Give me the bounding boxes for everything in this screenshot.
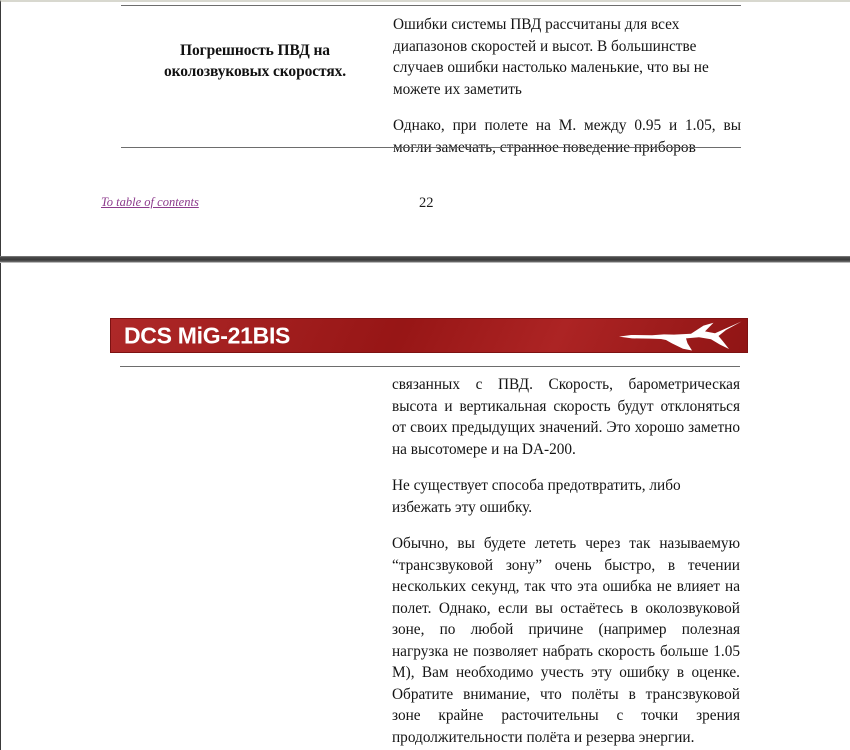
paragraph: Обычно, вы будете лететь через так называемую “трансзвуковой зону” очень быстро, в течении нескольких секунд, так что эта ошибка не влияет на полет. Однако, если вы остаётесь в околозвуковой зоне, по любой причине (например полезная нагрузка не позволяет набрать скорость больше 1.05 М), Вам необходимо учесть эту ошибку в оценке. Обратите внимание, что полёты в трансзвуковой зоне крайне расточительны с точки зрения продолжительности полёта и резерва энергии. bbox=[392, 535, 740, 746]
to-table-of-contents-link[interactable]: To table of contents bbox=[101, 195, 199, 209]
banner-bottom-rule bbox=[120, 366, 740, 367]
paragraph: Ошибки системы ПВД рассчитаны для всех диапазонов скоростей и высот. В большинстве случаев ошибки настолько маленькие, что вы не можете их заметить bbox=[393, 16, 709, 98]
document-page-22 bbox=[0, 0, 850, 258]
dcs-mig21bis-banner bbox=[110, 318, 748, 353]
section-heading bbox=[121, 40, 389, 82]
page-number: 22 bbox=[419, 195, 434, 211]
paragraph: Однако, при полете на М. между 0.95 и 1.05, вы могли замечать, странное поведение приборов bbox=[393, 117, 741, 156]
page-22-columns bbox=[121, 14, 741, 158]
section-heading-line-1: Погрешность ПВД на bbox=[180, 42, 330, 59]
page-separator bbox=[0, 256, 850, 263]
page-22-content-block bbox=[121, 5, 741, 6]
page-22-body-text bbox=[393, 14, 741, 158]
page-22-footer-rule-wrap bbox=[121, 147, 741, 148]
page-22-footer bbox=[101, 195, 741, 215]
section-heading-line-2: околозвуковых скоростях. bbox=[163, 63, 347, 80]
page-23-body-text bbox=[392, 374, 740, 748]
paragraph: связанных с ПВД. Скорость, барометрическая высота и вертикальная скорость будут отклоняться от своих предыдущих значений. Это хорошо заметно на высотомере и на DA-200. bbox=[392, 376, 740, 458]
two-column-layout bbox=[121, 14, 741, 158]
mig21-jet-silhouette-icon bbox=[617, 319, 743, 353]
footer-rule bbox=[121, 147, 741, 148]
header-rule-top bbox=[121, 5, 741, 6]
paragraph: Не существует способа предотвратить, либо избежать эту ошибку. bbox=[392, 477, 681, 516]
banner-title: DCS MiG-21BIS bbox=[124, 322, 291, 348]
